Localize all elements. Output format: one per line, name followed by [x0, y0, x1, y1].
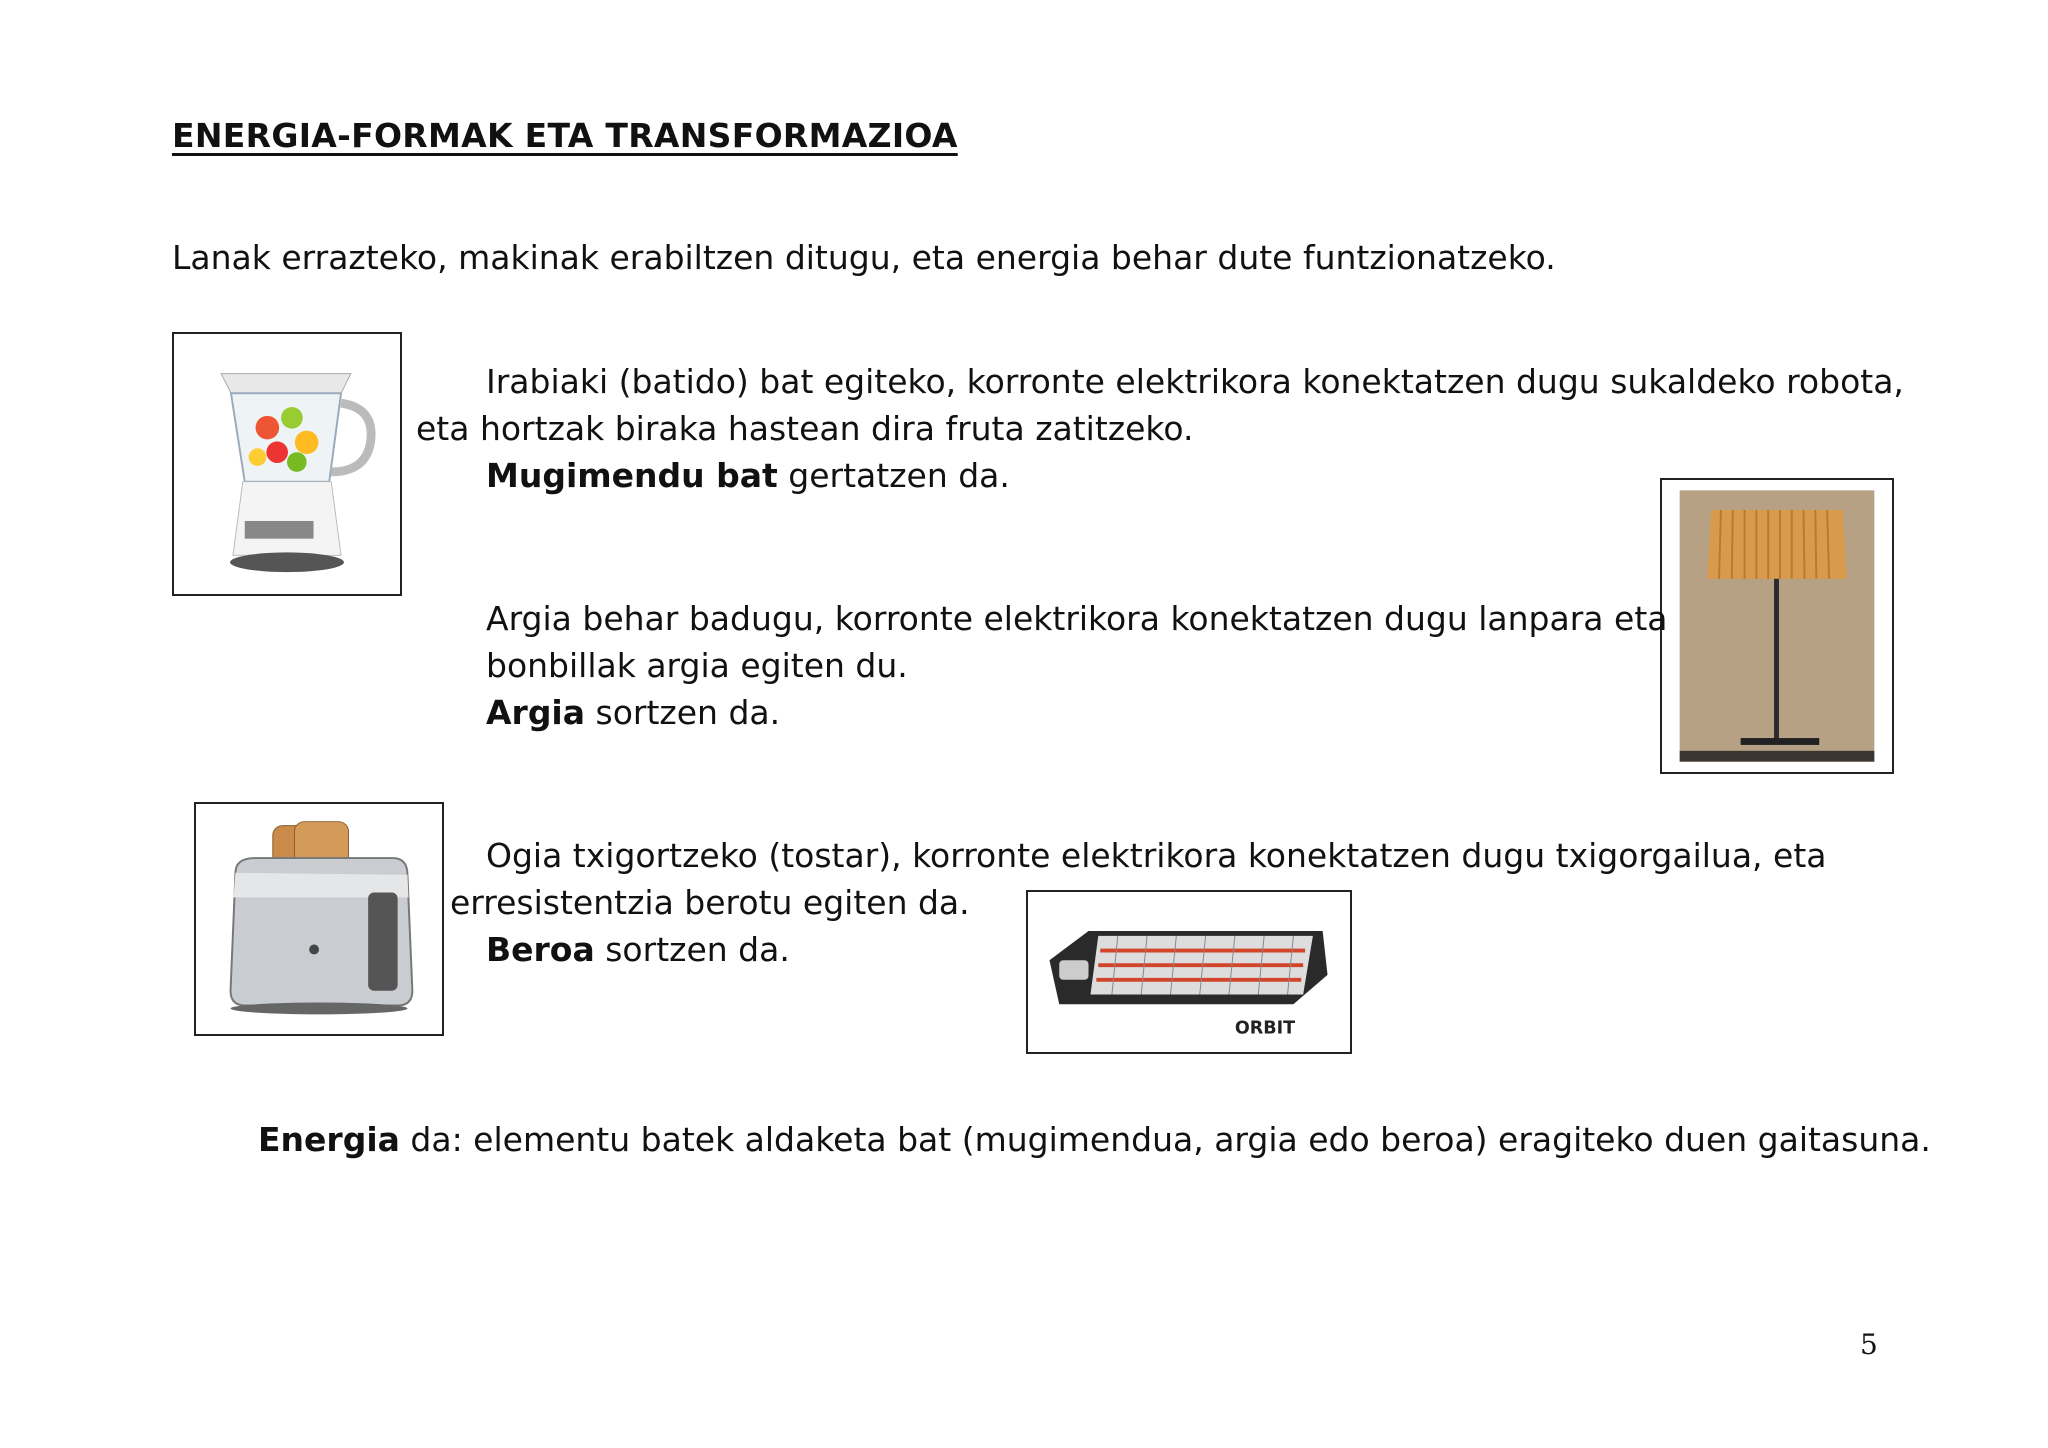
lamp-icon — [1662, 480, 1892, 772]
blender-result-rest: gertatzen da. — [777, 456, 1010, 495]
heater-brand-logo: ORBIT — [1234, 1018, 1296, 1039]
energy-definition-rest: da: elementu batek aldaketa bat (mugimendua, argia edo beroa) eragiteko duen gaitasuna. — [399, 1120, 1931, 1159]
lamp-text-line1: Argia behar badugu, korronte elektrikora konektatzen dugu lanpara eta — [486, 599, 1668, 638]
lamp-result-rest: sortzen da. — [585, 693, 781, 732]
toaster-result-bold: Beroa — [486, 930, 595, 969]
lamp-result — [486, 689, 780, 736]
page-number: 5 — [1860, 1328, 1878, 1361]
toaster-result — [486, 926, 790, 973]
lamp-image — [1660, 478, 1894, 774]
lamp-text-line2: bonbillak argia egiten du. — [486, 646, 908, 685]
blender-result — [486, 452, 1010, 499]
toaster-icon — [196, 804, 442, 1034]
blender-result-bold: Mugimendu bat — [486, 456, 778, 495]
heater-image — [1026, 890, 1352, 1054]
energy-definition — [258, 1116, 1931, 1163]
blender-icon — [174, 334, 400, 594]
toaster-text-line2: erresistentzia berotu egiten da. — [450, 883, 970, 922]
energy-definition-bold: Energia — [258, 1120, 400, 1159]
page-title: ENERGIA-FORMAK ETA TRANSFORMAZIOA — [172, 116, 958, 155]
lamp-result-bold: Argia — [486, 693, 586, 732]
blender-text-line2: eta hortzak biraka hastean dira fruta zatitzeko. — [416, 409, 1194, 448]
toaster-text-line1: Ogia txigortzeko (tostar), korronte elektrikora konektatzen dugu txigorgailua, eta — [486, 836, 1827, 875]
blender-text-line1: Irabiaki (batido) bat egiteko, korronte elektrikora konektatzen dugu sukaldeko robota, — [486, 362, 1904, 401]
intro-paragraph: Lanak errazteko, makinak erabiltzen ditugu, eta energia behar dute funtzionatzeko. — [172, 238, 1556, 277]
blender-image — [172, 332, 402, 596]
toaster-result-rest: sortzen da. — [594, 930, 790, 969]
toaster-image — [194, 802, 444, 1036]
heater-icon — [1028, 892, 1350, 1052]
